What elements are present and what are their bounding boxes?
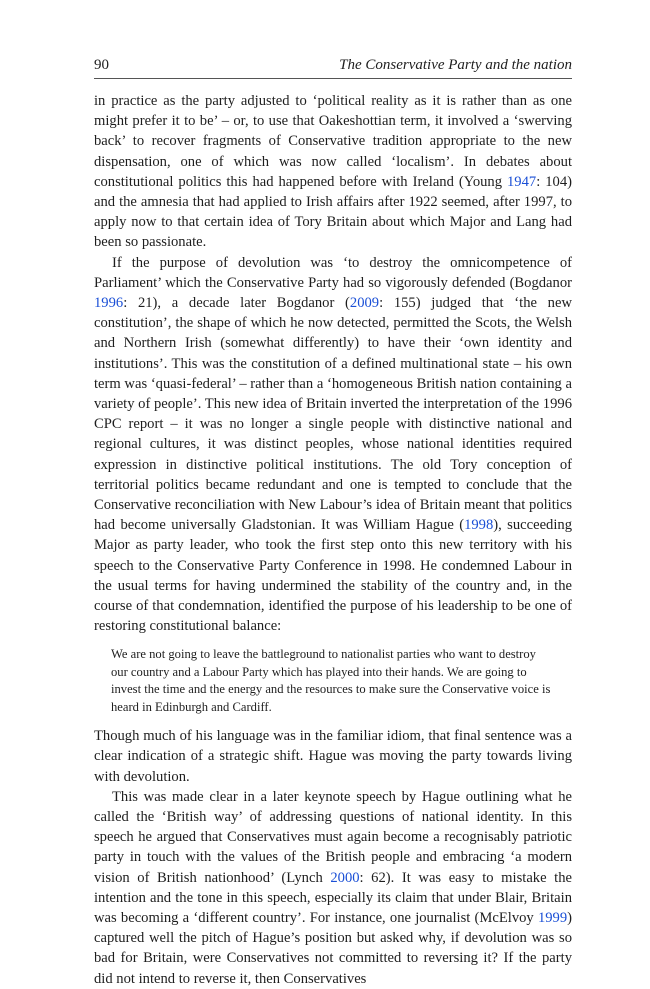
paragraph-text: If the purpose of devolution was ‘to destroy the omnicompetence of Parliament’ which the Conservative Party had so vigorously defended (Bogdanor — [94, 254, 572, 291]
paragraph-text: in practice as the party adjusted to ‘political reality as it is rather than as one might prefer it to be’ – or, to use that Oakeshottian term, it involved a ‘swerving back’ to recover fragments of Conservative tradition appropriate to the new dispensation, one of which was now called ‘localism’. In debates about constitutional politics this had happened before with Ireland (Young — [94, 93, 572, 190]
citation-link-mcelvoy-1999[interactable]: 1999 — [537, 909, 568, 926]
paragraph-4 — [94, 787, 572, 989]
paragraph-text: ), succeeding Major as party leader, who took the first step onto this new territory with his speech to the Conservative Party Conference in 1998. He condemned Labour in the usual terms for having undermined the stability of the country and, in the course of that condemnation, identified the purpose of his leadership to be one of restoring constitutional balance: — [94, 517, 572, 635]
paragraph-text: This was made clear in a later keynote speech by Hague outlining what he called the ‘British way’ of addressing questions of national identity. In this speech he argued that Conservatives must again become a recognisably patriotic party in touch with the values of the British people and embracing ‘a modern vision of British nationhood’ (Lynch — [94, 788, 572, 886]
paragraph-3: Though much of his language was in the familiar idiom, that final sentence was a clear indication of a strategic shift. Hague was moving the party towards living with devolution. — [94, 728, 572, 785]
paragraph-2 — [94, 253, 572, 637]
citation-link-bogdanor-1996[interactable]: 1996 — [94, 295, 124, 312]
paragraph-1 — [94, 91, 572, 253]
citation-link-young-1947[interactable]: 1947 — [507, 173, 537, 190]
paragraph-text: ) captured well the pitch of Hague’s position but asked why, if devolution was so bad for Britain, were Conservatives not committed to reversing it? If the party did not intend to reverse it, then Conservatives — [94, 909, 572, 987]
body-text — [94, 91, 572, 989]
running-title: The Conservative Party and the nation — [339, 57, 572, 73]
running-header — [94, 52, 572, 79]
page-number: 90 — [94, 57, 109, 73]
paragraph-text: : 104) and the amnesia that had applied to Irish affairs after 1922 seemed, after 1997, to apply now to that certain idea of Tory Britain about which Major and Lang had been so passionate. — [94, 173, 572, 251]
citation-link-lynch-2000[interactable]: 2000 — [330, 869, 360, 886]
block-quote: We are not going to leave the battleground to nationalist parties who want to destroy our country and a Labour Party which has played into their hands. We are going to invest the time and the energy and the resources to make sure the Conservative voice is heard in Edinburgh and Cardiff. — [111, 647, 551, 714]
paragraph-text: : 21), a decade later Bogdanor ( — [123, 295, 350, 312]
paragraph-text: : 62). It was easy to mistake the intention and the tone in this speech, especially its claim that under Blair, Britain was becoming a ‘different country’. For instance, one journalist (McElvoy — [94, 869, 572, 926]
citation-link-hague-1998[interactable]: 1998 — [464, 517, 494, 534]
paragraph-text: : 155) judged that ‘the new constitution’, the shape of which he now detected, permitted the Scots, the Welsh and Northern Irish (somewhat differently) to have their ‘own identity and institutions’. This was the constitution of a defined multinational state – his own term was ‘quasi-federal’ – rather than a ‘homogeneous British nation containing a variety of people’. This new idea of Britain inverted the interpretation of the 1996 CPC report – it was no longer a single people with distinctive national and regional cultures, it was distinct peoples, whose national identities required expression in distinctive political institutions. The old Tory conception of territorial politics became redundant and one is tempted to conclude that the Conservative reconciliation with New Labour’s idea of Britain meant that politics had become universally Gladstonian. It was William Hague ( — [94, 295, 573, 534]
citation-link-bogdanor-2009[interactable]: 2009 — [349, 295, 380, 312]
